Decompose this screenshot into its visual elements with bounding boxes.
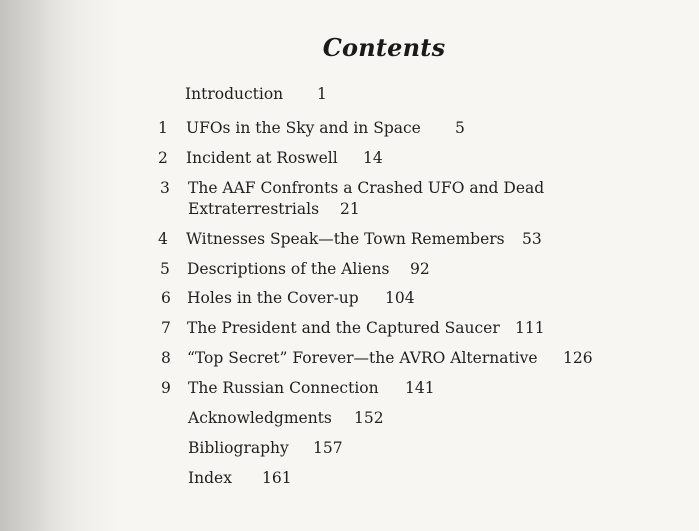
toc-entry-title: Introduction	[185, 85, 284, 103]
toc-entry-title: Incident at Roswell	[186, 149, 338, 167]
toc-entry-page: 53	[522, 230, 542, 248]
toc-entry-page: 111	[515, 319, 545, 337]
toc-entry-title: The Russian Connection	[188, 379, 379, 397]
toc-entry-page: 126	[563, 349, 593, 367]
toc-entry-title-continued: Extraterrestrials	[188, 200, 320, 218]
toc-chapter-number: 2	[158, 149, 168, 167]
toc-entry-page: 1	[317, 85, 327, 103]
toc-chapter-number: 6	[161, 289, 171, 307]
toc-entry-page: 104	[385, 289, 415, 307]
page-gutter-shadow	[0, 0, 120, 531]
toc-entry-page: 152	[354, 409, 384, 427]
toc-entry-title: “Top Secret” Forever—the AVRO Alternative	[187, 349, 538, 367]
toc-entry-title: The President and the Captured Saucer	[187, 319, 500, 337]
toc-entry-title: Bibliography	[188, 439, 289, 457]
toc-entry-page: 161	[262, 469, 292, 487]
toc-entry-title: Witnesses Speak—the Town Remembers	[186, 230, 505, 248]
toc-entry-page: 21	[340, 200, 360, 218]
toc-entry-page: 14	[363, 149, 383, 167]
toc-chapter-number: 1	[158, 119, 168, 137]
toc-entry-title: UFOs in the Sky and in Space	[186, 119, 421, 137]
toc-entry-page: 5	[455, 119, 465, 137]
toc-entry-title: Index	[188, 469, 232, 487]
toc-entry-title: Holes in the Cover-up	[187, 289, 359, 307]
toc-chapter-number: 3	[160, 179, 170, 197]
toc-entry-page: 92	[410, 260, 430, 278]
toc-chapter-number: 4	[158, 230, 168, 248]
toc-entry-title: Descriptions of the Aliens	[187, 260, 390, 278]
toc-chapter-number: 9	[161, 379, 171, 397]
toc-entry-title: Acknowledgments	[188, 409, 332, 427]
toc-entry-title: The AAF Confronts a Crashed UFO and Dead	[188, 179, 545, 197]
toc-entry-page: 157	[313, 439, 343, 457]
toc-chapter-number: 5	[160, 260, 170, 278]
toc-chapter-number: 7	[161, 319, 171, 337]
toc-chapter-number: 8	[161, 349, 171, 367]
page-title: Contents	[322, 33, 446, 62]
toc-entry-page: 141	[405, 379, 435, 397]
